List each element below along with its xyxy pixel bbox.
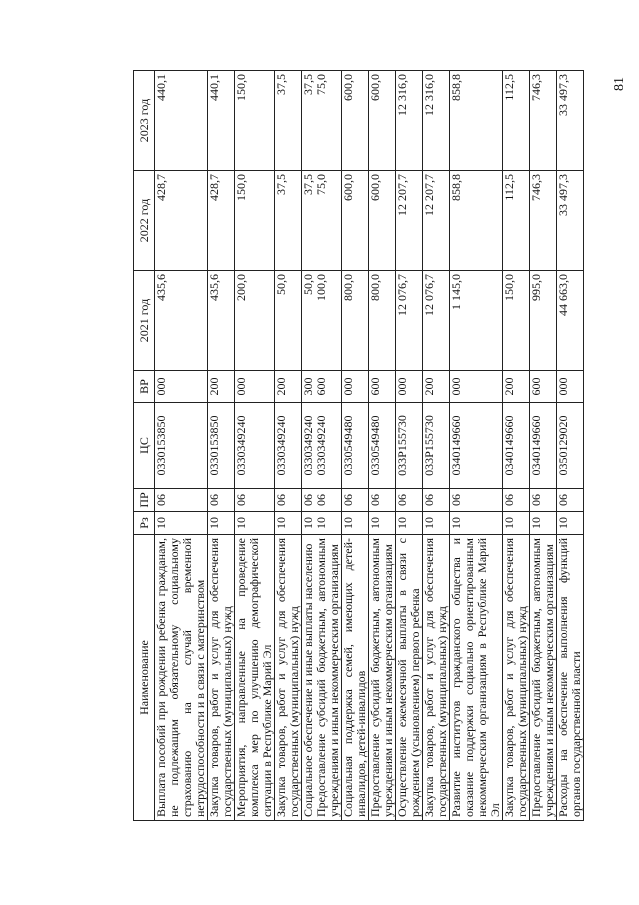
row-vr: 200 — [275, 371, 302, 403]
row-pr: 06 — [557, 489, 584, 512]
table-row — [235, 71, 275, 821]
row-pr: 06 — [235, 489, 275, 512]
row-2021: 435,6 — [208, 271, 235, 371]
row-2023: 37,5 — [301, 74, 315, 95]
table-row — [369, 71, 396, 821]
budget-table — [133, 70, 584, 821]
row-vr: 600 — [530, 371, 557, 403]
row-cs: 0330349240 — [301, 415, 315, 476]
row-2022: 37,5 — [275, 171, 302, 271]
row-name: Осуществление ежемесячной выплаты в связи с рождением (усыновлением) первого ребенка — [396, 535, 423, 821]
row-name: Социальное обеспечение и иные выплаты населению — [301, 543, 315, 817]
row-cs: 0330549480 — [342, 403, 369, 489]
table-row — [503, 71, 530, 821]
row-2023: 33 497,3 — [557, 71, 584, 171]
table-body — [155, 71, 584, 821]
table-row — [423, 71, 450, 821]
row-2022: 33 497,3 — [557, 171, 584, 271]
row-vr: 200 — [503, 371, 530, 403]
table-row — [530, 71, 557, 821]
row-2023: 600,0 — [342, 71, 369, 171]
row-cs: 0340149660 — [450, 403, 503, 489]
header-2023: 2023 год — [134, 71, 155, 171]
row-2021: 12 076,7 — [423, 271, 450, 371]
row-rz: 10 — [423, 512, 450, 535]
row-2023: 12 316,0 — [396, 71, 423, 171]
row-2023: 858,8 — [450, 71, 503, 171]
row-name: Развитие институтов гражданского общества и оказание поддержки социально ориентированным некоммерческим организациям в Республике Марий Эл — [450, 535, 503, 821]
row-vr: 000 — [342, 371, 369, 403]
row-rz: 10 — [557, 512, 584, 535]
row-name: Расходы на обеспечение выполнения функций органов государственной власти — [557, 535, 584, 821]
row-2022: 112,5 — [503, 171, 530, 271]
row-rz: 10 — [235, 512, 275, 535]
row-pr: 06 — [275, 489, 302, 512]
row-rz: 10 — [369, 512, 396, 535]
row-vr: 200 — [208, 371, 235, 403]
table-row — [275, 71, 302, 821]
row-2023: 746,3 — [530, 71, 557, 171]
row-2023: 37,5 — [275, 71, 302, 171]
header-pr: ПР — [134, 489, 155, 512]
row-pr: 06 — [155, 489, 208, 512]
row-pr-second: 06 — [314, 494, 328, 506]
row-name: Предоставление субсидий бюджетным, автономным учреждениям и иным некоммерческим организациям — [530, 535, 557, 821]
row-cs: 0340149660 — [503, 403, 530, 489]
header-2022: 2022 год — [134, 171, 155, 271]
row-pr: 06 — [450, 489, 503, 512]
row-2021: 1 145,0 — [450, 271, 503, 371]
table-row — [450, 71, 503, 821]
row-2021: 800,0 — [369, 271, 396, 371]
row-pr: 06 — [396, 489, 423, 512]
row-2023: 150,0 — [235, 71, 275, 171]
row-rz: 10 — [155, 512, 208, 535]
row-cs: 033P155730 — [423, 403, 450, 489]
table-row — [396, 71, 423, 821]
row-pr: 06 — [342, 489, 369, 512]
row-2021: 50,0 — [275, 271, 302, 371]
row-vr: 000 — [396, 371, 423, 403]
row-pr: 06 — [208, 489, 235, 512]
row-rz-second: 10 — [314, 517, 328, 529]
row-2022: 600,0 — [342, 171, 369, 271]
header-2021: 2021 год — [134, 271, 155, 371]
row-name: Мероприятия, направленные на проведение комплекса мер по улучшению демографической ситуации в Республике Марий Эл — [235, 535, 275, 821]
row-2023: 112,5 — [503, 71, 530, 171]
row-rz: 10 — [530, 512, 557, 535]
row-pr: 06 — [301, 494, 315, 506]
rotated-page — [133, 71, 593, 821]
row-2022: 746,3 — [530, 171, 557, 271]
row-2022: 150,0 — [235, 171, 275, 271]
row-vr: 000 — [235, 371, 275, 403]
row-2022: 37,5 — [301, 174, 315, 195]
row-cs: 0330549480 — [369, 403, 396, 489]
row-cs: 0330153850 — [155, 403, 208, 489]
row-vr: 000 — [450, 371, 503, 403]
row-2021: 995,0 — [530, 271, 557, 371]
row-2022: 858,8 — [450, 171, 503, 271]
table-row — [342, 71, 369, 821]
row-pr: 06 — [369, 489, 396, 512]
header-name: Наименование — [134, 535, 155, 821]
page-number: 81 — [612, 77, 627, 91]
row-2022-second: 75,0 — [314, 174, 328, 195]
row-2021: 150,0 — [503, 271, 530, 371]
row-rz: 10 — [301, 517, 315, 529]
row-2021: 50,0 — [301, 274, 315, 295]
row-2022: 428,7 — [155, 171, 208, 271]
row-2021: 44 663,0 — [557, 271, 584, 371]
row-vr: 000 — [557, 371, 584, 403]
row-pr: 06 — [503, 489, 530, 512]
row-rz: 10 — [342, 512, 369, 535]
row-rz: 10 — [208, 512, 235, 535]
row-cs: 0350129020 — [557, 403, 584, 489]
row-name: Закупка товаров, работ и услуг для обеспечения государственных (муниципальных) нужд — [275, 535, 302, 821]
row-cs: 0330349240 — [235, 403, 275, 489]
row-name-second: Предоставление субсидий бюджетным, автономным учреждениям и иным некоммерческим организациям — [314, 538, 341, 817]
table-header — [134, 71, 155, 821]
row-2022: 12 207,7 — [396, 171, 423, 271]
table-row — [302, 71, 342, 821]
row-name: Закупка товаров, работ и услуг для обеспечения государственных (муниципальных) нужд — [423, 535, 450, 821]
row-pr: 06 — [423, 489, 450, 512]
table-row — [155, 71, 208, 821]
header-rz: Рз — [134, 512, 155, 535]
row-rz: 10 — [503, 512, 530, 535]
row-vr: 000 — [155, 371, 208, 403]
row-2023: 440,1 — [155, 71, 208, 171]
table-row — [557, 71, 584, 821]
row-cs: 033P155730 — [396, 403, 423, 489]
row-rz: 10 — [275, 512, 302, 535]
row-vr: 600 — [369, 371, 396, 403]
row-2022: 12 207,7 — [423, 171, 450, 271]
row-cs: 0330349240 — [275, 403, 302, 489]
row-vr: 200 — [423, 371, 450, 403]
row-name: Предоставление субсидий бюджетным, автономным учреждениям и иным некоммерческим организациям — [369, 535, 396, 821]
row-2023: 440,1 — [208, 71, 235, 171]
row-rz: 10 — [396, 512, 423, 535]
row-2022: 600,0 — [369, 171, 396, 271]
row-cs: 0340149660 — [530, 403, 557, 489]
row-2023: 600,0 — [369, 71, 396, 171]
row-vr-second: 600 — [314, 377, 328, 396]
row-2021: 435,6 — [155, 271, 208, 371]
row-2021: 800,0 — [342, 271, 369, 371]
row-rz: 10 — [450, 512, 503, 535]
row-name: Выплата пособий при рождении ребенка гражданам, не подлежащим обязательному социальному страхованию на случай временной нетрудоспособности и в связи с материнством — [155, 535, 208, 821]
row-2022: 428,7 — [208, 171, 235, 271]
row-name: Социальная поддержка семей, имеющих детей-инвалидов, детей-инвалидов — [342, 535, 369, 821]
row-vr: 300 — [301, 377, 315, 396]
row-pr: 06 — [530, 489, 557, 512]
table-row — [208, 71, 235, 821]
row-cs-second: 0330349240 — [314, 415, 328, 476]
row-2023-second: 75,0 — [314, 74, 328, 95]
row-2021: 200,0 — [235, 271, 275, 371]
header-vr: ВР — [134, 371, 155, 403]
header-cs: ЦС — [134, 403, 155, 489]
row-2023: 12 316,0 — [423, 71, 450, 171]
row-name: Закупка товаров, работ и услуг для обеспечения государственных (муниципальных) нужд — [503, 535, 530, 821]
row-2021-second: 100,0 — [314, 274, 328, 301]
row-2021: 12 076,7 — [396, 271, 423, 371]
row-cs: 0330153850 — [208, 403, 235, 489]
row-name: Закупка товаров, работ и услуг для обеспечения государственных (муниципальных) нужд — [208, 535, 235, 821]
